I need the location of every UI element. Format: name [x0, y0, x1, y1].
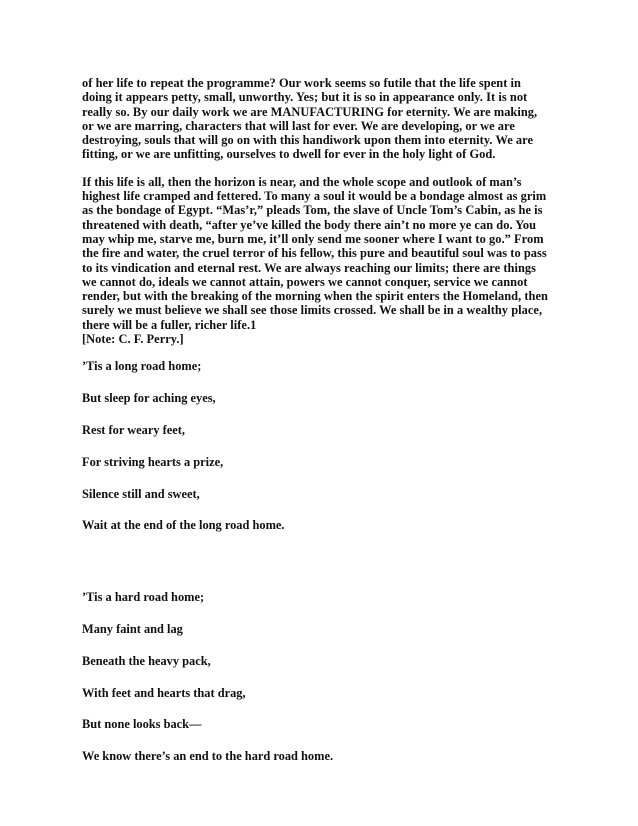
poem-stanza-2 — [82, 590, 550, 763]
verse-line: Beneath the heavy pack, — [82, 653, 211, 668]
verse-line: Many faint and lag — [82, 621, 183, 636]
poem-stanza-1 — [82, 359, 550, 532]
verse-line: Silence still and sweet, — [82, 486, 200, 501]
stanza-spacer — [82, 550, 550, 590]
body-paragraph-2 — [82, 175, 550, 347]
body-paragraph-1: of her life to repeat the programme? Our work seems so futile that the life spent in doing it appears petty, small, unworthy. Yes; but it is so in appearance only. It is not really so. By our daily work we are MANUFACTURING for eternity. We are making, or we are marring, characters that will last for ever. We are developing, or we are destroying, souls that will go on with this handiwork upon them into eternity. We are fitting, or we are unfitting, ourselves to dwell for ever in the holy light of God. — [82, 76, 538, 162]
verse-line: But none looks back— — [82, 717, 202, 732]
verse-line: With feet and hearts that drag, — [82, 685, 246, 700]
verse-line: Wait at the end of the long road home. — [82, 518, 285, 533]
verse-line: ’Tis a long road home; — [82, 359, 202, 374]
verse-line: For striving hearts a prize, — [82, 454, 224, 469]
verse-line: We know there’s an end to the hard road home. — [82, 749, 334, 764]
verse-line: ’Tis a hard road home; — [82, 590, 205, 605]
body-paragraph-2-text: If this life is all, then the horizon is near, and the whole scope and outlook of man’s highest life cramped and fettered. To many a soul it would be a bondage almost as grim as the bondage of Egypt. “Mas’r,” pleads Tom, the slave of Uncle Tom’s Cabin, as he is threatened with death, “after ye’ve killed the body there ain’t no more ye can do. You may whip me, starve me, burn me, it’ll only send me sooner where I want to go.” From the fire and water, the cruel terror of his fellow, this pure and beautiful soul was to pass to its vindication and eternal rest. We are always reaching our limits; there are things we cannot do, ideals we cannot attain, powers we cannot conquer, service we cannot render, but with the breaking of the morning when the spirit enters the Homeland, then surely we must believe we shall see those limits crossed. We shall be in a wealthy place, there will be a fuller, richer life.1 — [82, 174, 548, 332]
verse-line: Rest for weary feet, — [82, 422, 185, 437]
verse-line: But sleep for aching eyes, — [82, 391, 216, 406]
footnote-note: [Note: C. F. Perry.] — [82, 332, 184, 347]
